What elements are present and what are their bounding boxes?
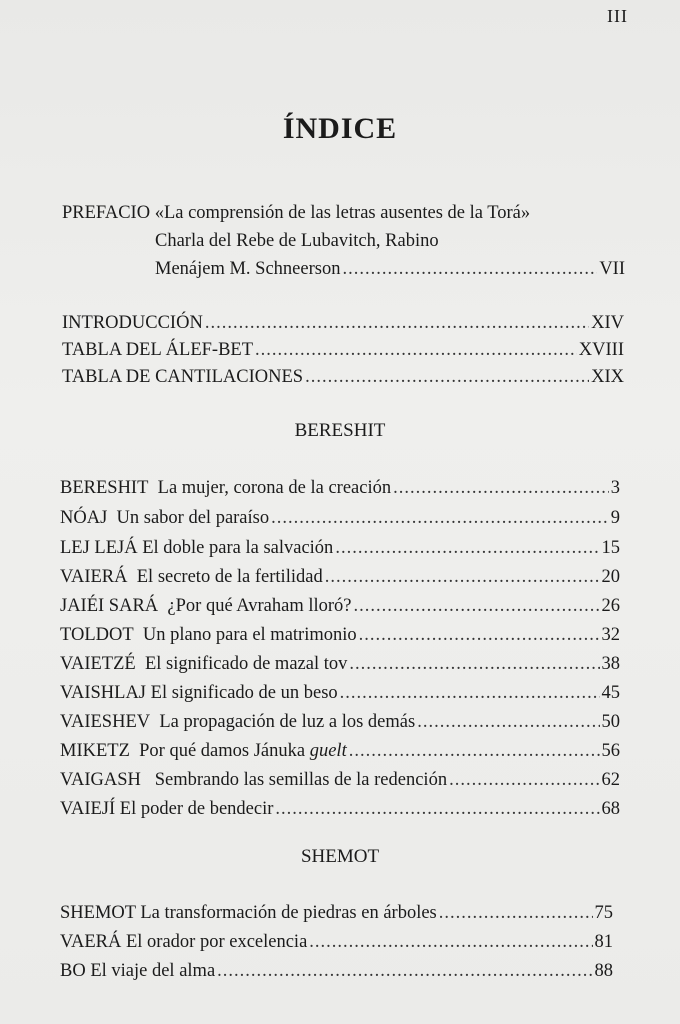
toc-entry — [60, 929, 613, 955]
dot-leader — [255, 337, 577, 363]
dot-leader — [342, 256, 597, 282]
parasha-name: NÓAJ — [60, 508, 108, 528]
chapter-title: Sembrando las semillas de la redención — [154, 770, 448, 790]
page-ref: XIV — [591, 313, 624, 333]
toc-entry — [60, 958, 613, 984]
dot-leader — [335, 535, 599, 561]
parasha-name: BERESHIT — [60, 478, 149, 498]
page-ref: XVIII — [578, 340, 624, 360]
toc-entry — [60, 564, 620, 590]
parasha-name: VAIGASH — [60, 770, 141, 790]
entry-label — [60, 680, 338, 706]
toc-entry — [60, 622, 620, 648]
toc-entry — [60, 900, 613, 926]
entry-label — [60, 651, 347, 677]
toc-entry — [60, 767, 620, 793]
page-ref: 45 — [601, 683, 620, 703]
dot-leader — [354, 593, 600, 619]
prefacio-label: PREFACIO — [62, 203, 151, 223]
dot-leader — [271, 505, 609, 531]
page-ref: XIX — [591, 367, 624, 387]
parasha-name: VAISHLAJ — [60, 683, 147, 703]
page-ref: 81 — [594, 932, 613, 952]
chapter-title: La propagación de luz a los demás — [159, 712, 416, 732]
toc-entry — [60, 680, 620, 706]
entry-label — [60, 900, 437, 926]
page-ref: 56 — [601, 741, 620, 761]
entry-label — [60, 767, 447, 793]
dot-leader — [417, 709, 599, 735]
parasha-name: VAIEJÍ — [60, 799, 116, 819]
prefacio-author: Menájem M. Schneerson — [155, 259, 341, 279]
entry-label — [60, 564, 323, 590]
toc-entry — [60, 738, 620, 764]
page-ref: 88 — [594, 961, 613, 981]
prefacio-line-1 — [62, 200, 530, 226]
page-ref: 32 — [601, 625, 620, 645]
entry-label — [60, 929, 307, 955]
toc-entry-introduccion — [62, 310, 624, 336]
chapter-title: ¿Por qué Avraham lloró? — [167, 596, 352, 616]
chapter-title: Por qué damos Jánuka — [139, 741, 306, 761]
toc-entry — [60, 505, 620, 531]
prefacio-line-2: Charla del Rebe de Lubavitch, Rabino — [155, 231, 439, 251]
parasha-name: BO — [60, 961, 86, 981]
page-ref: 20 — [601, 567, 620, 587]
page-ref: 75 — [594, 903, 613, 923]
parasha-name: MIKETZ — [60, 741, 130, 761]
dot-leader — [217, 958, 592, 984]
section-heading-shemot: SHEMOT — [300, 846, 380, 867]
prefacio-title: «La comprensión de las letras ausentes de la Torá» — [154, 203, 531, 223]
chapter-title: Un plano para el matrimonio — [142, 625, 357, 645]
toc-entry-tabla-cantilaciones — [62, 364, 624, 390]
page-ref: 38 — [601, 654, 620, 674]
entry-label — [60, 738, 347, 764]
parasha-name: VAIETZÉ — [60, 654, 136, 674]
entry-label — [60, 709, 415, 735]
toc-entry-prefacio — [155, 256, 625, 282]
chapter-title: El orador por excelencia — [125, 932, 308, 952]
entry-label: TABLA DEL ÁLEF-BET — [62, 340, 254, 360]
parasha-name: JAIÉI SARÁ — [60, 596, 159, 616]
chapter-title: El secreto de la fertilidad — [136, 567, 323, 587]
dot-leader — [439, 900, 593, 926]
parasha-name: SHEMOT — [60, 903, 136, 923]
parasha-name: VAIERÁ — [60, 567, 128, 587]
page-ref: 50 — [601, 712, 620, 732]
entry-label — [60, 505, 269, 531]
parasha-name: VAERÁ — [60, 932, 122, 952]
entry-label — [60, 535, 333, 561]
page-ref: VII — [599, 259, 625, 279]
chapter-title: El significado de un beso — [150, 683, 338, 703]
parasha-name: VAIESHEV — [60, 712, 151, 732]
page-ref: 62 — [601, 770, 620, 790]
section-heading-bereshit: BERESHIT — [294, 420, 386, 441]
dot-leader — [325, 564, 600, 590]
entry-label — [60, 475, 391, 501]
dot-leader — [305, 364, 589, 390]
chapter-title: El doble para la salvación — [142, 538, 334, 558]
entry-label — [60, 593, 352, 619]
dot-leader — [359, 622, 600, 648]
dot-leader — [449, 767, 599, 793]
dot-leader — [205, 310, 589, 336]
page-number: III — [607, 6, 628, 26]
page-ref: 26 — [601, 596, 620, 616]
toc-entry — [60, 796, 620, 822]
entry-label: TABLA DE CANTILACIONES — [62, 367, 304, 387]
toc-entry — [60, 593, 620, 619]
toc-entry — [60, 651, 620, 677]
page-ref: 3 — [610, 478, 620, 498]
entry-label — [60, 796, 273, 822]
dot-leader — [340, 680, 600, 706]
chapter-title: El significado de mazal tov — [144, 654, 348, 674]
dot-leader — [393, 475, 609, 501]
dot-leader — [349, 651, 599, 677]
page-ref: 9 — [610, 508, 620, 528]
chapter-title: La mujer, corona de la creación — [157, 478, 392, 498]
chapter-title: La transformación de piedras en árboles — [140, 903, 437, 923]
chapter-title: Un sabor del paraíso — [116, 508, 270, 528]
page-title: ÍNDICE — [282, 112, 398, 145]
entry-label — [60, 622, 357, 648]
parasha-name: LEJ LEJÁ — [60, 538, 138, 558]
entry-label: INTRODUCCIÓN — [62, 313, 203, 333]
entry-label — [60, 958, 215, 984]
parasha-name: TOLDOT — [60, 625, 134, 645]
dot-leader — [349, 738, 600, 764]
chapter-title: El viaje del alma — [90, 961, 216, 981]
toc-entry-tabla-alef-bet — [62, 337, 624, 363]
chapter-title: El poder de bendecir — [119, 799, 274, 819]
toc-entry — [60, 535, 620, 561]
dot-leader — [275, 796, 599, 822]
toc-entry — [60, 709, 620, 735]
page-ref: 15 — [601, 538, 620, 558]
dot-leader — [309, 929, 592, 955]
page-ref: 68 — [601, 799, 620, 819]
chapter-title-italic: guelt — [309, 741, 347, 761]
toc-entry — [60, 475, 620, 501]
